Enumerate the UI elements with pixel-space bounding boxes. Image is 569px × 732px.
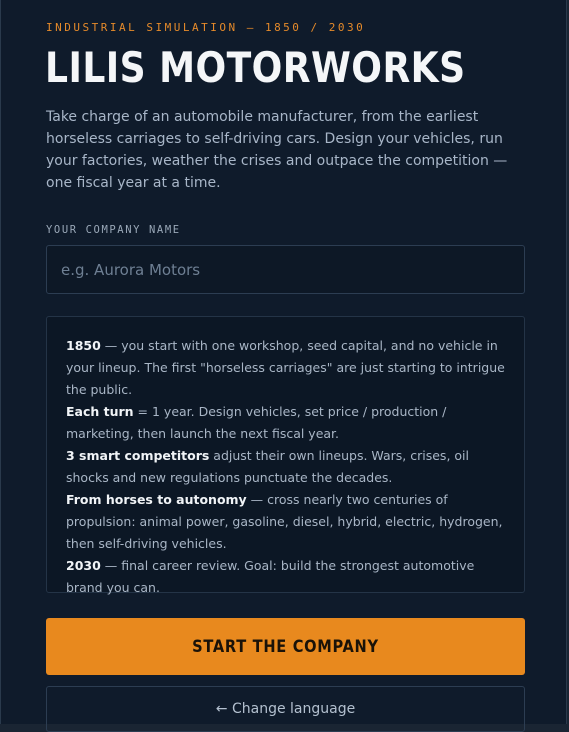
change-language-button[interactable]: ← Change language (46, 686, 525, 732)
start-company-button[interactable] (46, 618, 525, 675)
company-name-label: YOUR COMPANY NAME (46, 224, 181, 236)
game-title: LILIS MOTORWORKS (45, 43, 466, 92)
info-item-competitors: 3 smart competitors adjust their own lineups. Wars, crises, oil shocks and new regulations punctuate the decades. (66, 448, 469, 485)
info-item-2030: 2030 — final career review. Goal: build the strongest automotive brand you can. (66, 558, 475, 595)
game-info-box (46, 316, 525, 593)
info-item-each-turn: Each turn = 1 year. Design vehicles, set price / production / marketing, then launch the next fiscal year. (66, 404, 447, 441)
company-name-input[interactable] (46, 245, 525, 294)
info-item-1850: 1850 — you start with one workshop, seed capital, and no vehicle in your lineup. The first "horseless carriages" are just starting to intrigue the public. (66, 338, 505, 397)
game-description: Take charge of an automobile manufacturer, from the earliest horseless carriages to self-driving cars. Design your vehicles, run your factories, weather the crises and outpace the competition — one fiscal year at a time. (46, 109, 508, 191)
start-company-label: START THE COMPANY (192, 636, 379, 657)
info-item-propulsion: From horses to autonomy — cross nearly two centuries of propulsion: animal power, gasoline, diesel, hybrid, electric, hydrogen, then self-driving vehicles. (66, 492, 503, 551)
eyebrow-text: INDUSTRIAL SIMULATION — 1850 / 2030 (46, 21, 366, 34)
